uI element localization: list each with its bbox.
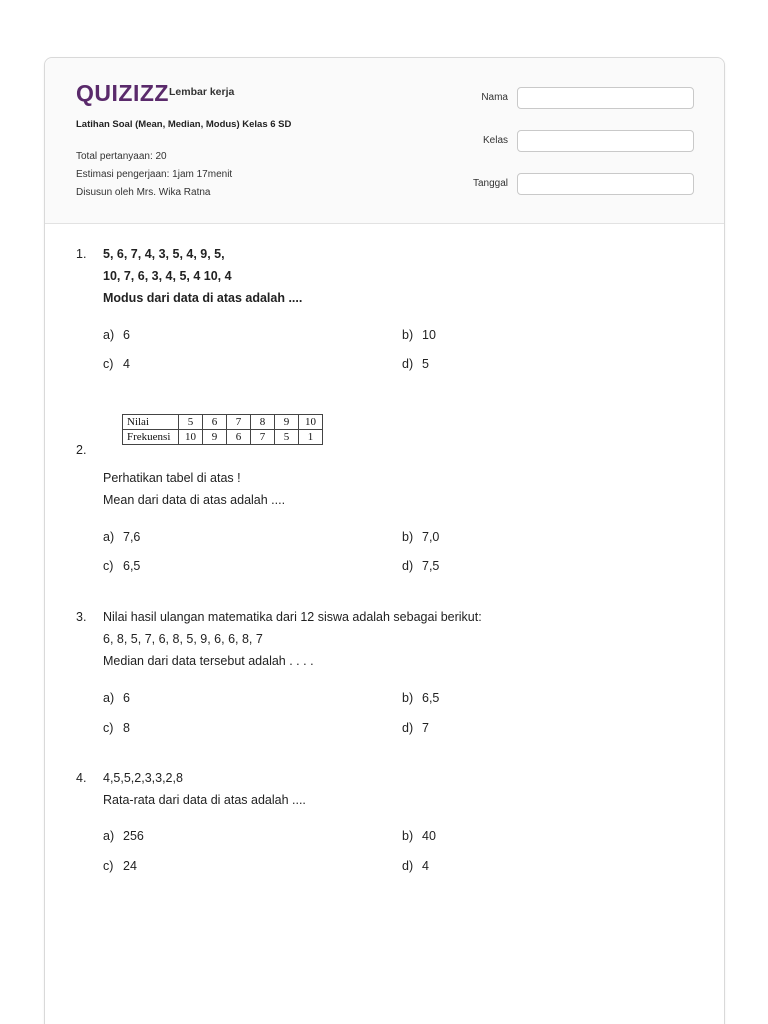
option-letter: c): [103, 357, 114, 371]
option-d[interactable]: [402, 357, 429, 371]
question-number: 2.: [76, 443, 87, 457]
total-questions: Total pertanyaan: 20: [76, 151, 167, 162]
option-letter: c): [103, 859, 114, 873]
question-text-line: 6, 8, 5, 7, 6, 8, 5, 9, 6, 6, 8, 7: [103, 632, 263, 646]
option-a[interactable]: [103, 328, 130, 342]
question-text-line: 4,5,5,2,3,3,2,8: [103, 771, 183, 785]
option-b[interactable]: [402, 530, 439, 544]
question-text-line: Median dari data tersebut adalah . . . .: [103, 654, 314, 668]
option-text: 8: [123, 721, 130, 735]
table-cell: 5: [179, 415, 203, 430]
author: Disusun oleh Mrs. Wika Ratna: [76, 187, 211, 198]
option-c[interactable]: [103, 357, 130, 371]
question-text-line: Nilai hasil ulangan matematika dari 12 siswa adalah sebagai berikut:: [103, 610, 482, 624]
option-text: 24: [123, 859, 137, 873]
option-letter: d): [402, 559, 414, 573]
option-letter: c): [103, 559, 114, 573]
table-cell: 6: [227, 430, 251, 445]
question-text-line: Mean dari data di atas adalah ....: [103, 493, 286, 507]
quizizz-logo: QUIZIZZ: [76, 80, 169, 106]
estimated-time: Estimasi pengerjaan: 1jam 17menit: [76, 169, 233, 180]
question-text-line: Perhatikan tabel di atas !: [103, 471, 241, 485]
option-text: 4: [123, 357, 130, 371]
option-text: 6: [123, 328, 130, 342]
table-cell: Frekuensi: [123, 430, 179, 445]
option-b[interactable]: [402, 328, 436, 342]
table-cell: Nilai: [123, 415, 179, 430]
option-text: 10: [422, 328, 436, 342]
option-letter: c): [103, 721, 114, 735]
option-text: 5: [422, 357, 429, 371]
option-letter: b): [402, 691, 414, 705]
worksheet-header: [45, 58, 724, 224]
table-cell: 9: [275, 415, 299, 430]
option-text: 7: [422, 721, 429, 735]
option-text: 40: [422, 829, 436, 843]
table-cell: 6: [203, 415, 227, 430]
option-a[interactable]: [103, 691, 130, 705]
option-c[interactable]: [103, 559, 140, 573]
name-field[interactable]: [517, 87, 694, 109]
option-c[interactable]: [103, 721, 130, 735]
frequency-table: [122, 414, 323, 445]
table-cell: 7: [227, 415, 251, 430]
question-text-line: Rata-rata dari data di atas adalah ....: [103, 793, 306, 807]
option-text: 6: [123, 691, 130, 705]
option-letter: b): [402, 530, 414, 544]
date-field[interactable]: [517, 173, 694, 195]
option-letter: a): [103, 691, 115, 705]
table-row: [123, 430, 323, 445]
option-letter: b): [402, 829, 414, 843]
option-text: 7,6: [123, 530, 141, 544]
option-a[interactable]: [103, 829, 144, 843]
option-letter: a): [103, 328, 115, 342]
option-letter: a): [103, 530, 115, 544]
option-text: 4: [422, 859, 429, 873]
sheet-type-label: Lembar kerja: [169, 86, 235, 98]
name-label: Nama: [481, 92, 508, 103]
table-cell: 7: [251, 430, 275, 445]
quiz-title: Latihan Soal (Mean, Median, Modus) Kelas 6 SD: [76, 119, 292, 130]
option-text: 256: [123, 829, 144, 843]
option-a[interactable]: [103, 530, 140, 544]
option-text: 7,0: [422, 530, 440, 544]
question-number: 4.: [76, 771, 87, 785]
class-field[interactable]: [517, 130, 694, 152]
option-text: 6,5: [123, 559, 141, 573]
question-text-line: 5, 6, 7, 4, 3, 5, 4, 9, 5,: [103, 247, 225, 261]
table-cell: 9: [203, 430, 227, 445]
option-d[interactable]: [402, 859, 429, 873]
table-cell: 10: [299, 415, 323, 430]
table-row: [123, 415, 323, 430]
option-text: 6,5: [422, 691, 440, 705]
option-d[interactable]: [402, 559, 439, 573]
date-label: Tanggal: [472, 178, 508, 189]
question-number: 3.: [76, 610, 87, 624]
table-cell: 8: [251, 415, 275, 430]
option-letter: d): [402, 357, 414, 371]
table-cell: 1: [299, 430, 323, 445]
option-c[interactable]: [103, 859, 137, 873]
question-text-line: 10, 7, 6, 3, 4, 5, 4 10, 4: [103, 269, 232, 283]
option-text: 7,5: [422, 559, 440, 573]
option-b[interactable]: [402, 829, 436, 843]
question-number: 1.: [76, 247, 87, 261]
table-cell: 5: [275, 430, 299, 445]
option-letter: d): [402, 721, 414, 735]
option-letter: a): [103, 829, 115, 843]
worksheet-page: [44, 57, 725, 1024]
question-text-line: Modus dari data di atas adalah ....: [103, 291, 303, 305]
option-b[interactable]: [402, 691, 439, 705]
option-d[interactable]: [402, 721, 429, 735]
option-letter: b): [402, 328, 414, 342]
table-cell: 10: [179, 430, 203, 445]
class-label: Kelas: [482, 135, 508, 146]
option-letter: d): [402, 859, 414, 873]
